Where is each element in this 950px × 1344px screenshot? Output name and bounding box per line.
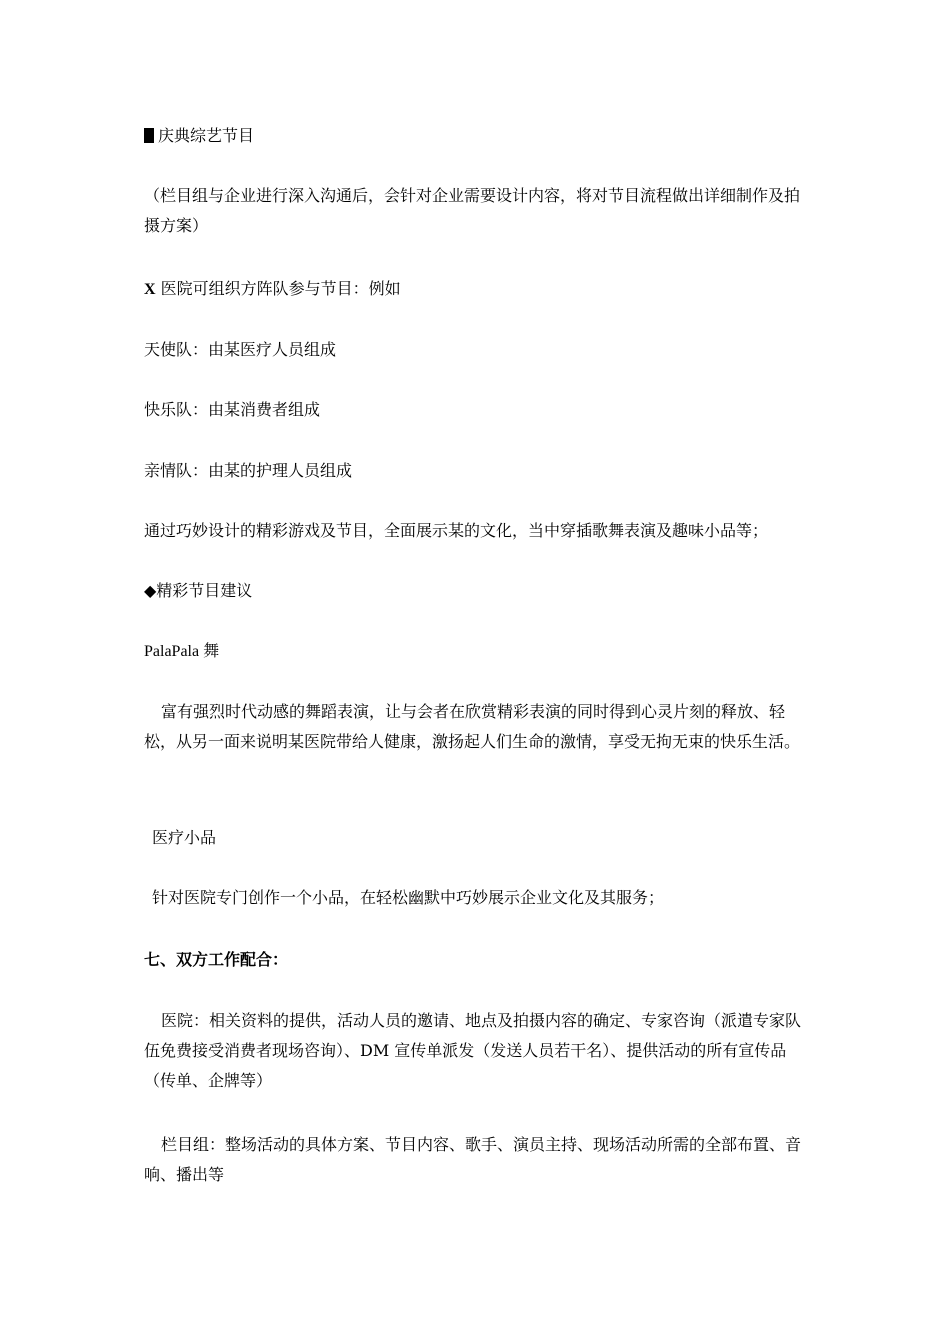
program-heading: 庆典综艺节目 — [144, 121, 814, 151]
team-duty-paragraph: 栏目组：整场活动的具体方案、节目内容、歌手、演员主持、现场活动所需的全部布置、音响、播出等 — [144, 1135, 802, 1184]
intro-paragraph: （栏目组与企业进行深入沟通后，会针对企业需要设计内容，将对节目流程做出详细制作及拍摄方案） — [144, 186, 801, 235]
square-bullet-icon — [144, 128, 154, 143]
summary-paragraph: 通过巧妙设计的精彩游戏及节目，全面展示某的文化，当中穿插歌舞表演及趣味小品等； — [144, 521, 769, 540]
skit-description: 针对医院专门创作一个小品，在轻松幽默中巧妙展示企业文化及其服务； — [152, 888, 665, 907]
suggest-heading: ◆精彩节目建议 — [144, 581, 253, 600]
section-seven-heading: 七、双方工作配合： — [144, 950, 289, 969]
dance-description: 富有强烈时代动感的舞蹈表演，让与会者在欣赏精彩表演的同时得到心灵片刻的释放、轻松，从另一面来说明某医院带给人健康，激扬起人们生命的激情，享受无拘无束的快乐生活。 — [144, 702, 801, 751]
team-item-family: 亲情队：由某的护理人员组成 — [144, 461, 353, 480]
skit-title: 医疗小品 — [152, 828, 217, 847]
dance-title: PalaPala 舞 — [144, 643, 220, 660]
team-item-happy: 快乐队：由某消费者组成 — [144, 400, 321, 419]
hospital-duty-paragraph: 医院：相关资料的提供，活动人员的邀请、地点及拍摄内容的确定、专家咨询（派遣专家队伍免费接受消费者现场咨询）、DM 宣传单派发（发送人员若干名）、提供活动的所有宣传品（传单、企牌等） — [144, 1011, 802, 1090]
teams-intro: X 医院可组织方阵队参与节目：例如 — [144, 279, 401, 298]
team-item-angel: 天使队：由某医疗人员组成 — [144, 340, 337, 359]
